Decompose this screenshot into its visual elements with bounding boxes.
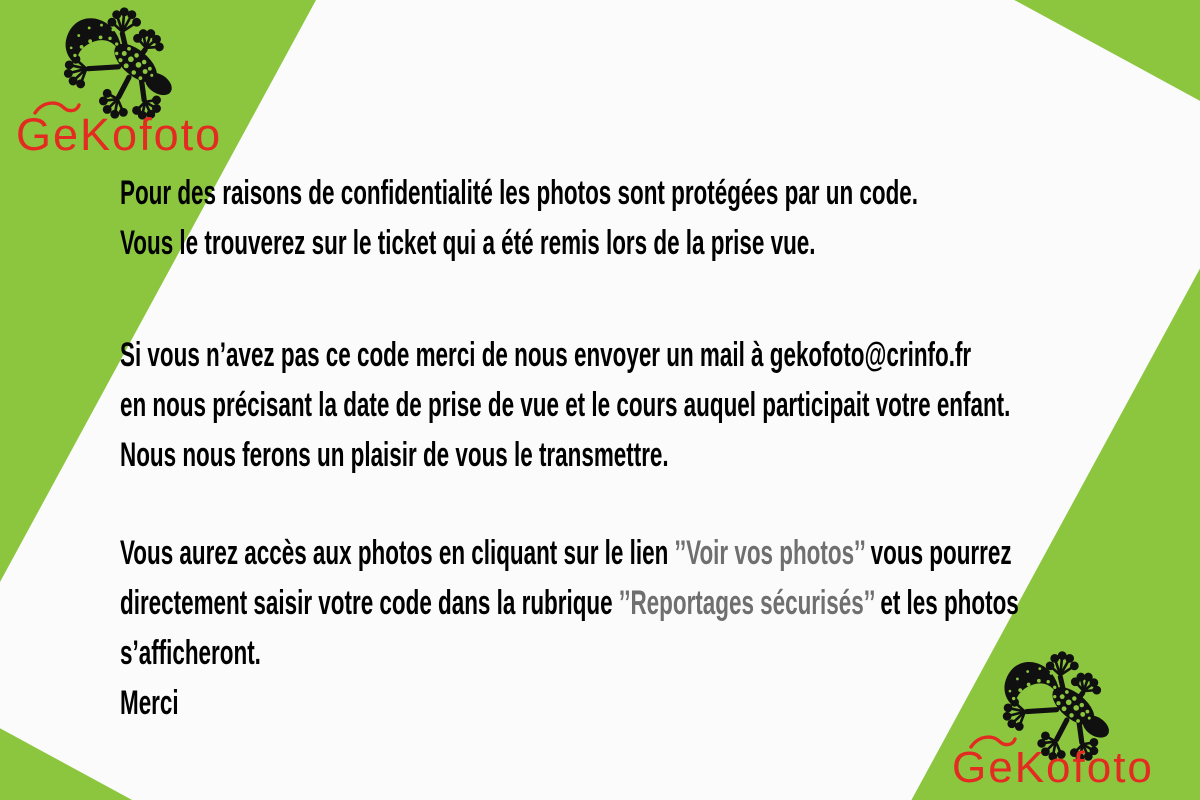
text-line: Nous nous ferons un plaisir de vous le transmettre. xyxy=(120,436,669,474)
highlight-voir-vos-photos: ’’Voir vos photos’’ xyxy=(674,534,865,572)
text-line: en nous précisant la date de prise de vue et le cours auquel participait votre enfant. xyxy=(120,386,1011,424)
logo-swash-icon xyxy=(968,734,1018,750)
text-line: Pour des raisons de confidentialité les photos sont protégées par un code. xyxy=(120,174,919,212)
text-line-with-email: Si vous n’avez pas ce code merci de nous envoyer un mail à gekofoto@crinfo.fr xyxy=(120,336,972,374)
text-line xyxy=(120,578,1019,628)
brand-logo-text: GeKofoto xyxy=(952,743,1154,792)
text-segment: et les photos xyxy=(874,584,1019,622)
text-segment: directement saisir votre code dans la rubrique xyxy=(120,584,619,622)
logo-swash-icon xyxy=(32,100,82,116)
paragraph-1 xyxy=(120,168,1019,268)
paragraph-2 xyxy=(120,330,1019,480)
brand-logo-text: GeKofoto xyxy=(16,109,223,160)
text-line: s’afficheront. xyxy=(120,634,261,672)
notice-text xyxy=(120,168,1019,728)
text-line: Vous le trouverez sur le ticket qui a été remis lors de la prise vue. xyxy=(120,224,816,262)
text-segment: Vous aurez accès aux photos en cliquant sur le lien xyxy=(120,534,675,572)
paragraph-3 xyxy=(120,528,1019,728)
highlight-reportages-securises: ’’Reportages sécurisés’’ xyxy=(618,584,875,622)
text-line: Merci xyxy=(120,684,179,722)
text-line xyxy=(120,528,1019,578)
text-segment: vous pourrez xyxy=(864,534,1012,572)
